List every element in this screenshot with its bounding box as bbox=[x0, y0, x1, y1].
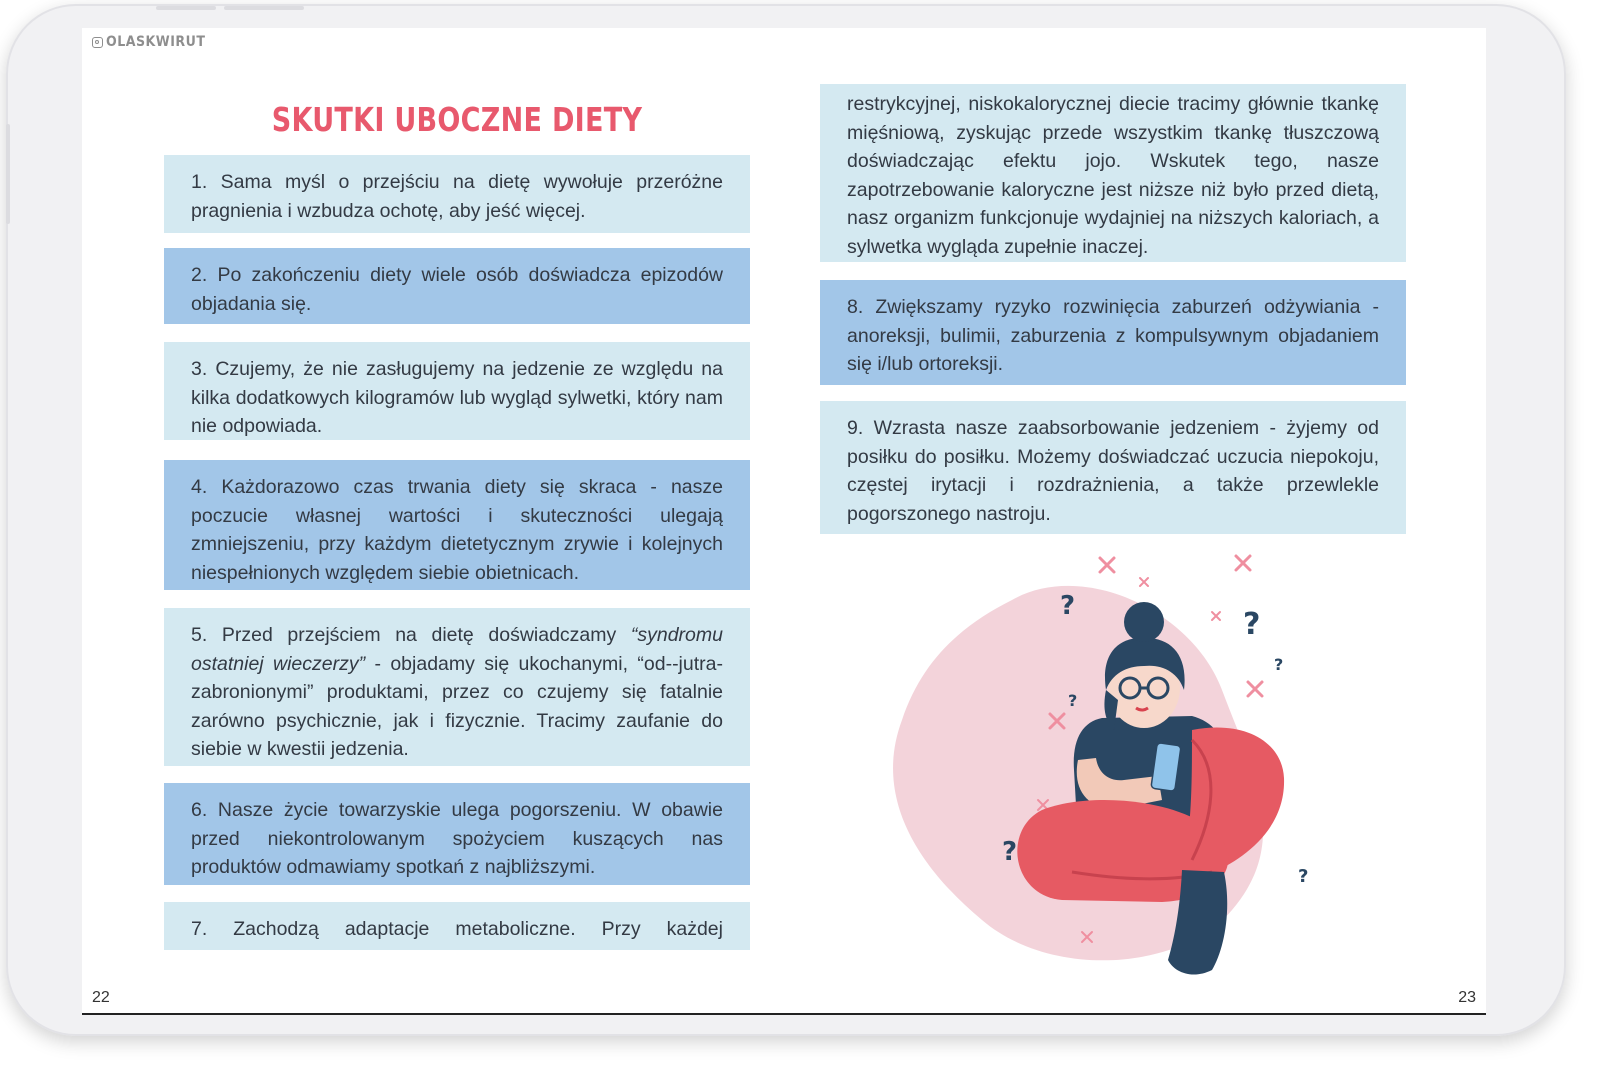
item-text-italic: “syndromu ostatniej wieczerzy” bbox=[191, 624, 723, 675]
item-text: restrykcyjnej, niskokalorycznej diecie tracimy głównie tkankę mięśniową, zyskując przede wszystkim tkankę tłuszczową doświadczając efektu jojo. Wskutek tego, nasze zapotrzebowanie kaloryczne jest niższe niż było przed dietą, nasz organizm funkcjonuje wydajniej na niższych kaloriach, a sylwetka wygląda zupełnie inaczej. bbox=[847, 93, 1379, 258]
question-mark-5: ? bbox=[1002, 837, 1018, 867]
list-item bbox=[164, 155, 750, 233]
item-text-end: - objadamy się ukochanymi, “od--jutra-zabronionymi” produktami, przez co czujemy się fatalnie zarówno psychicznie, jak i fizycznie. Tracimy zaufanie do siebie w kwestii jedzenia. bbox=[191, 652, 723, 760]
list-item bbox=[820, 401, 1406, 534]
brand-handle: OLASKWIRUT bbox=[106, 34, 206, 50]
question-mark-4: ? bbox=[1068, 691, 1078, 710]
brand-watermark bbox=[92, 34, 205, 50]
page-number-left: 22 bbox=[92, 989, 110, 1006]
woman-with-phone-illustration bbox=[892, 540, 1332, 990]
list-item bbox=[164, 608, 750, 766]
list-item bbox=[164, 460, 750, 590]
item-text: 2. Po zakończeniu diety wiele osób doświadcza epizodów objadania się. bbox=[191, 264, 723, 315]
list-item bbox=[164, 342, 750, 440]
list-item bbox=[164, 902, 750, 950]
power-button bbox=[224, 6, 304, 10]
list-item bbox=[164, 783, 750, 885]
question-mark-6: ? bbox=[1298, 866, 1309, 887]
list-item bbox=[820, 280, 1406, 385]
volume-button bbox=[156, 6, 216, 10]
item-text: 4. Każdorazowo czas trwania diety się skraca - nasze poczucie własnej wartości i skuteczności ulegają zmniejszeniu, przy każdym dietetycznym zrywie i kolejnych niespełnionych względem siebie obietnicach. bbox=[191, 476, 723, 584]
book-spread bbox=[82, 28, 1486, 1015]
list-item bbox=[820, 84, 1406, 262]
item-text-start: 5. Przed przejściem na dietę doświadczamy bbox=[191, 624, 631, 646]
page-title: SKUTKI UBOCZNE DIETY bbox=[271, 100, 643, 139]
item-text: 9. Wzrasta nasze zaabsorbowanie jedzeniem - żyjemy od posiłku do posiłku. Możemy doświadczać uczucia niepokoju, częstej irytacji i rozdrażnienia, a także przewlekle pogorszonego nastroju. bbox=[847, 417, 1379, 525]
instagram-icon bbox=[92, 37, 103, 48]
side-button bbox=[6, 124, 10, 224]
item-text: 3. Czujemy, że nie zasługujemy na jedzenie ze względu na kilka dodatkowych kilogramów lub wygląd sylwetki, który nam nie odpowiada. bbox=[191, 358, 723, 437]
list-item bbox=[164, 248, 750, 324]
question-mark-3: ? bbox=[1274, 655, 1284, 674]
item-text: 8. Zwiększamy ryzyko rozwinięcia zaburzeń odżywiania - anoreksji, bulimii, zaburzenia z kompulsywnym objadaniem się i/lub ortoreksji. bbox=[847, 296, 1379, 375]
item-text: 6. Nasze życie towarzyskie ulega pogorszeniu. W obawie przed niekontrolowanym spożyciem kuszących nas produktów odmawiamy spotkań z najbliższymi. bbox=[191, 799, 723, 878]
question-mark-2: ? bbox=[1243, 607, 1261, 642]
item-text: 7. Zachodzą adaptacje metaboliczne. Przy każdej bbox=[191, 918, 723, 940]
hair-bun bbox=[1124, 602, 1164, 642]
page-number-right: 23 bbox=[1458, 989, 1476, 1006]
item-text: 1. Sama myśl o przejściu na dietę wywołuje przeróżne pragnienia i wzbudza ochotę, aby jeść więcej. bbox=[191, 171, 723, 222]
page-bottom-rule bbox=[82, 1013, 1486, 1015]
question-mark-1: ? bbox=[1060, 591, 1076, 621]
